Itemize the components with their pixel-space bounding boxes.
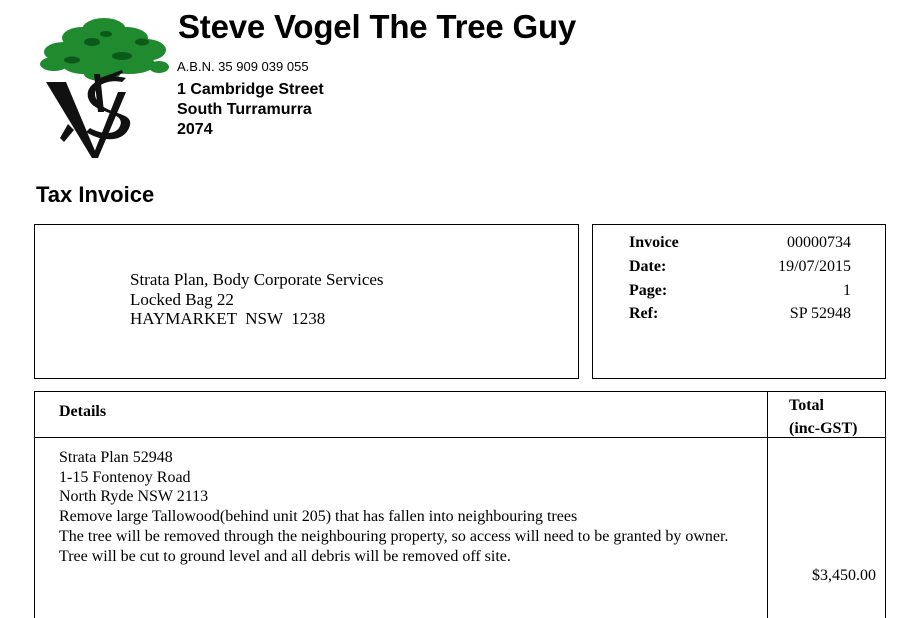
details-line: Remove large Tallowood(behind unit 205) that has fallen into neighbouring trees — [59, 508, 578, 526]
invoice-number-label: Invoice — [629, 234, 679, 251]
invoice-ref-value: SP 52948 — [789, 305, 851, 322]
invoice-page-row — [629, 282, 851, 305]
details-line: North Ryde NSW 2113 — [59, 488, 209, 506]
document-title: Tax Invoice — [36, 182, 155, 207]
invoice-date-label: Date: — [629, 258, 667, 275]
addressee-address — [130, 270, 384, 329]
addressee-line: Locked Bag 22 — [130, 289, 234, 309]
total-column-header — [789, 394, 857, 440]
details-line: The tree will be removed through the neighbouring property, so access will need to be granted by owner. — [59, 527, 729, 545]
invoice-date-row — [629, 258, 851, 281]
details-line: Strata Plan 52948 — [59, 449, 173, 466]
details-column-header: Details — [59, 403, 107, 420]
invoice-meta-box — [592, 224, 886, 379]
details-column-divider — [767, 392, 768, 618]
addressee-line: HAYMARKET NSW 1238 — [130, 309, 326, 328]
total-header-line: Total — [789, 397, 824, 414]
company-address-suburb: South Turramurra — [177, 101, 312, 118]
company-address-street: 1 Cambridge Street — [177, 81, 324, 98]
invoice-number-value: 00000734 — [787, 234, 851, 251]
company-name: Steve Vogel The Tree Guy — [178, 8, 577, 45]
company-address-postcode: 2074 — [177, 121, 213, 138]
invoice-page-value: 1 — [843, 282, 851, 299]
details-header-divider — [35, 437, 885, 438]
invoice-ref-label: Ref: — [629, 305, 659, 322]
details-description — [59, 448, 739, 566]
tree-sv-logo-icon — [34, 12, 174, 162]
invoice-ref-row — [629, 305, 851, 328]
invoice-number-row — [629, 234, 851, 257]
details-line: 1-15 Fontenoy Road — [59, 468, 191, 486]
addressee-line: Strata Plan, Body Corporate Services — [130, 270, 384, 289]
invoice-page-label: Page: — [629, 282, 668, 299]
invoice-date-value: 19/07/2015 — [778, 258, 851, 275]
details-table — [34, 391, 886, 618]
details-line: Tree will be cut to ground level and all debris will be removed off site. — [59, 547, 511, 565]
company-abn: A.B.N. 35 909 039 055 — [177, 59, 309, 74]
addressee-box — [34, 224, 579, 379]
line-total-amount: $3,450.00 — [812, 567, 876, 584]
total-header-line: (inc-GST) — [789, 420, 858, 437]
